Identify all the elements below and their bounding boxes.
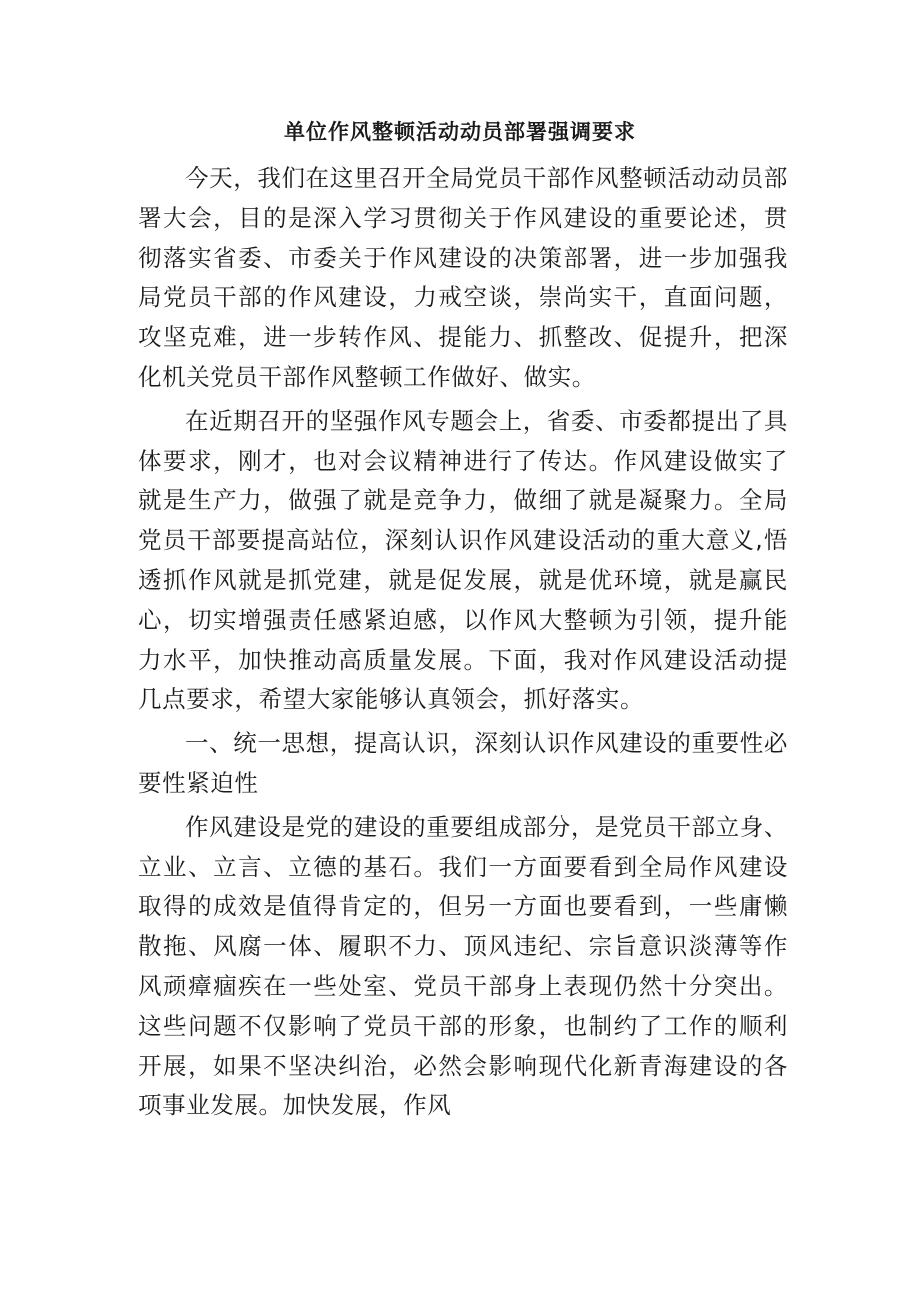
- document-body: [138, 159, 788, 1126]
- paragraph-background: 在近期召开的坚强作风专题会上，省委、市委都提出了具体要求，刚才，也对会议精神进行了传达。作风建设做实了就是生产力，做强了就是竞争力，做细了就是凝聚力。全局党员干部要提高站位，深刻认识作风建设活动的重大意义,悟透抓作风就是抓党建，就是促发展，就是优环境，就是赢民心，切实增强责任感紧迫感，以作风大整顿为引领，提升能力水平，加快推动高质量发展。下面，我对作风建设活动提几点要求，希望大家能够认真领会，抓好落实。: [138, 406, 788, 714]
- paragraph-opening: 今天，我们在这里召开全局党员干部作风整顿活动动员部署大会，目的是深入学习贯彻关于作风建设的重要论述，贯彻落实省委、市委关于作风建设的决策部署，进一步加强我局党员干部的作风建设，力戒空谈，崇尚实干，直面问题，攻坚克难，进一步转作风、提能力、抓整改、促提升，把深化机关党员干部作风整顿工作做好、做实。: [138, 164, 788, 391]
- paragraph-section-1: 作风建设是党的建设的重要组成部分，是党员干部立身、立业、立言、立德的基石。我们一方面要看到全局作风建设取得的成效是值得肯定的，但另一方面也要看到，一些庸懒散拖、风腐一体、履职不力、顶风违纪、宗旨意识淡薄等作风顽瘴痼疾在一些处室、党员干部身上表现仍然十分突出。这些问题不仅影响了党员干部的形象，也制约了工作的顺利开展，如果不坚决纠治，必然会影响现代化新青海建设的各项事业发展。加快发展，作风: [138, 812, 788, 1120]
- document-title: 单位作风整顿活动动员部署强调要求: [284, 120, 636, 144]
- section-heading-1: 一、统一思想，提高认识，深刻认识作风建设的重要性必要性紧迫性: [138, 729, 788, 797]
